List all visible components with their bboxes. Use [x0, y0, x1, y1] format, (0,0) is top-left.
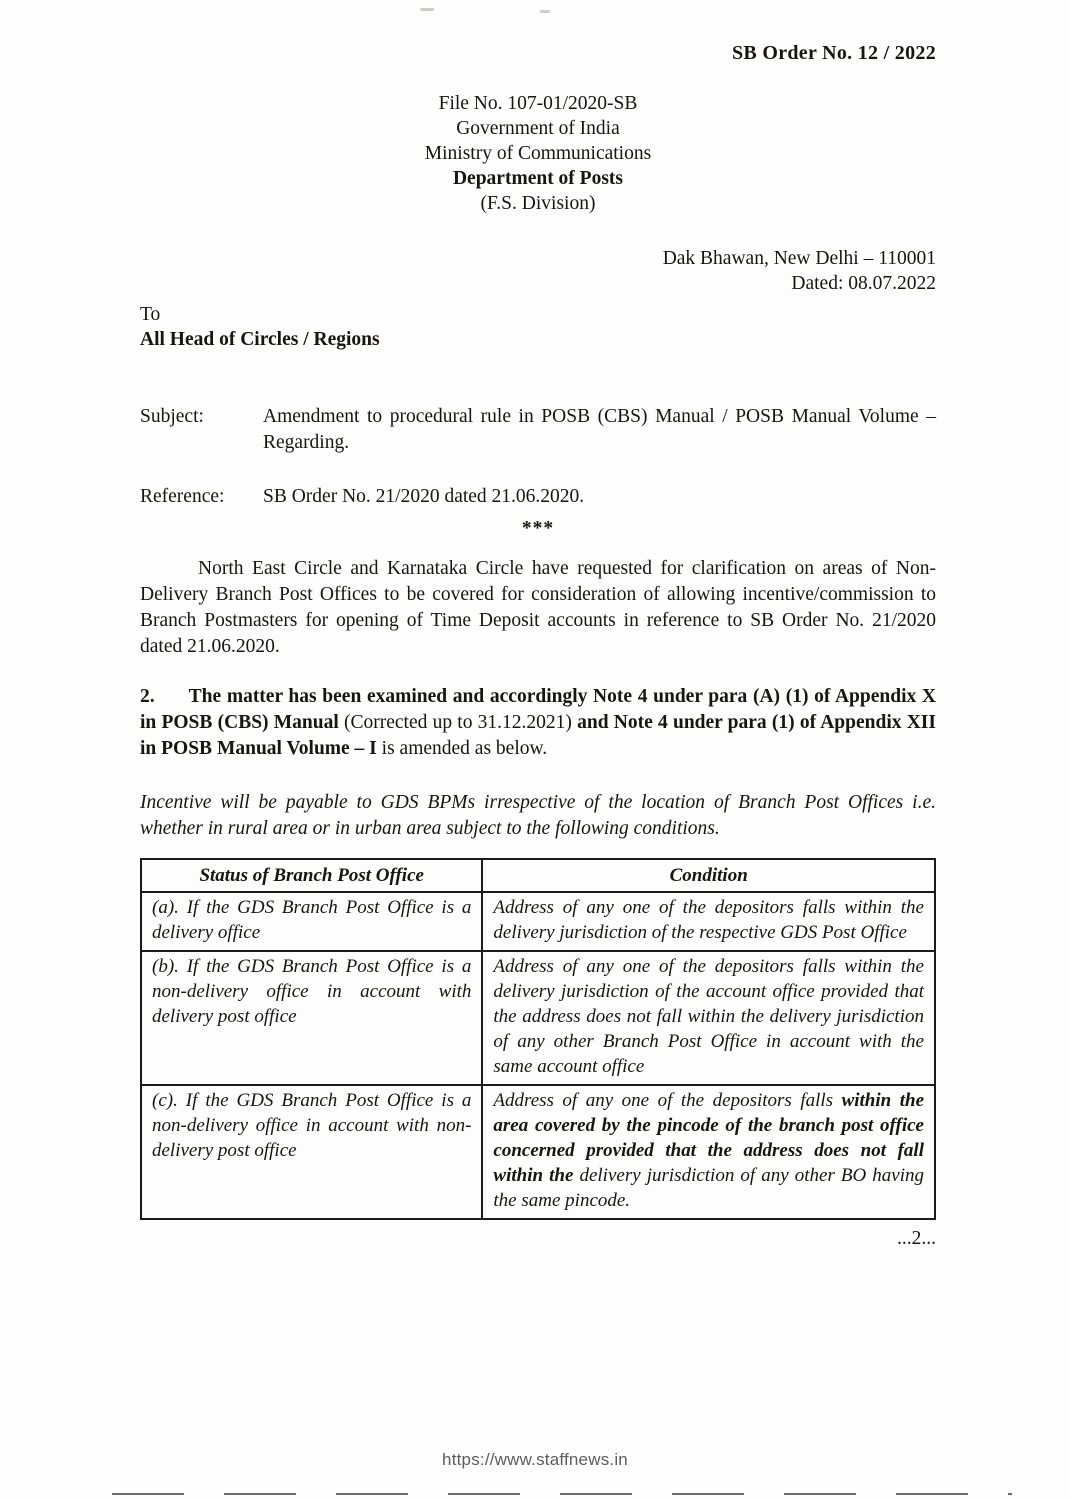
- condition-cell-c: Address of any one of the depositors falls within the area covered by the pincode of the branch post office concerned provided that the address does not fall within the delivery jurisdiction of any other BO having the same pincode.: [482, 1085, 935, 1219]
- ministry-line: Ministry of Communications: [424, 143, 652, 164]
- table-row: [141, 892, 935, 951]
- document-content: [140, 0, 936, 1250]
- reference-text: SB Order No. 21/2020 dated 21.06.2020.: [263, 486, 585, 507]
- government-line: Government of India: [456, 118, 620, 139]
- subject-text: Amendment to procedural rule in POSB (CBS) Manual / POSB Manual Volume – Regarding.: [263, 406, 936, 453]
- addressee-line: All Head of Circles / Regions: [140, 329, 380, 350]
- to-label: To: [140, 304, 161, 325]
- amendment-paragraph: 2. The matter has been examined and accordingly Note 4 under para (A) (1) of Appendix X in POSB (CBS) Manual (Corrected up to 31.12.2021) and Note 4 under para (1) of Appendix XII in POSB Manual Volume – I is amended as below.: [140, 686, 936, 759]
- reference-label: Reference:: [140, 486, 225, 507]
- table-row: [141, 1085, 935, 1219]
- page-number: ...2...: [897, 1228, 936, 1249]
- status-cell-c: (c). If the GDS Branch Post Office is a non-delivery office in account with non-delivery post office: [141, 1085, 482, 1219]
- conditions-table: [140, 858, 936, 1220]
- file-number: File No. 107-01/2020-SB: [438, 93, 638, 114]
- table-header-condition: Condition: [482, 859, 935, 892]
- status-cell-b: (b). If the GDS Branch Post Office is a non-delivery office in account with delivery post office: [141, 951, 482, 1085]
- scan-artifact-line: [112, 1493, 1012, 1495]
- incentive-note: Incentive will be payable to GDS BPMs irrespective of the location of Branch Post Offices i.e. whether in rural area or in urban area subject to the following conditions.: [140, 792, 936, 839]
- reference-row: [140, 484, 936, 510]
- subject-row: [140, 404, 936, 456]
- table-row: [141, 951, 935, 1085]
- date-line: Dated: 08.07.2022: [791, 273, 936, 294]
- condition-cell-b: Address of any one of the depositors falls within the delivery jurisdiction of the account office provided that the address does not fall within the delivery jurisdiction of any other Branch Post Office in account with the same account office: [482, 951, 935, 1085]
- place-date-block: [140, 246, 936, 296]
- opening-paragraph: North East Circle and Karnataka Circle have requested for clarification on areas of Non-Delivery Branch Post Offices to be covered for consideration of allowing incentive/commission to Branch Postmasters for opening of Time Deposit accounts in reference to SB Order No. 21/2020 dated 21.06.2020.: [140, 558, 936, 657]
- status-cell-a: (a). If the GDS Branch Post Office is a delivery office: [141, 892, 482, 951]
- watermark-url: https://www.staffnews.in: [442, 1450, 628, 1469]
- condition-cell-a: Address of any one of the depositors falls within the delivery jurisdiction of the respective GDS Post Office: [482, 892, 935, 951]
- section-separator: ***: [521, 518, 555, 539]
- table-header-row: [141, 859, 935, 892]
- place-line: Dak Bhawan, New Delhi – 110001: [662, 248, 936, 269]
- letterhead: [140, 91, 936, 216]
- division-line: (F.S. Division): [480, 193, 596, 214]
- sb-order-number: SB Order No. 12 / 2022: [731, 42, 936, 64]
- table-header-status: Status of Branch Post Office: [141, 859, 482, 892]
- addressee-block: [140, 302, 936, 352]
- subject-label: Subject:: [140, 406, 204, 427]
- department-line: Department of Posts: [452, 168, 624, 189]
